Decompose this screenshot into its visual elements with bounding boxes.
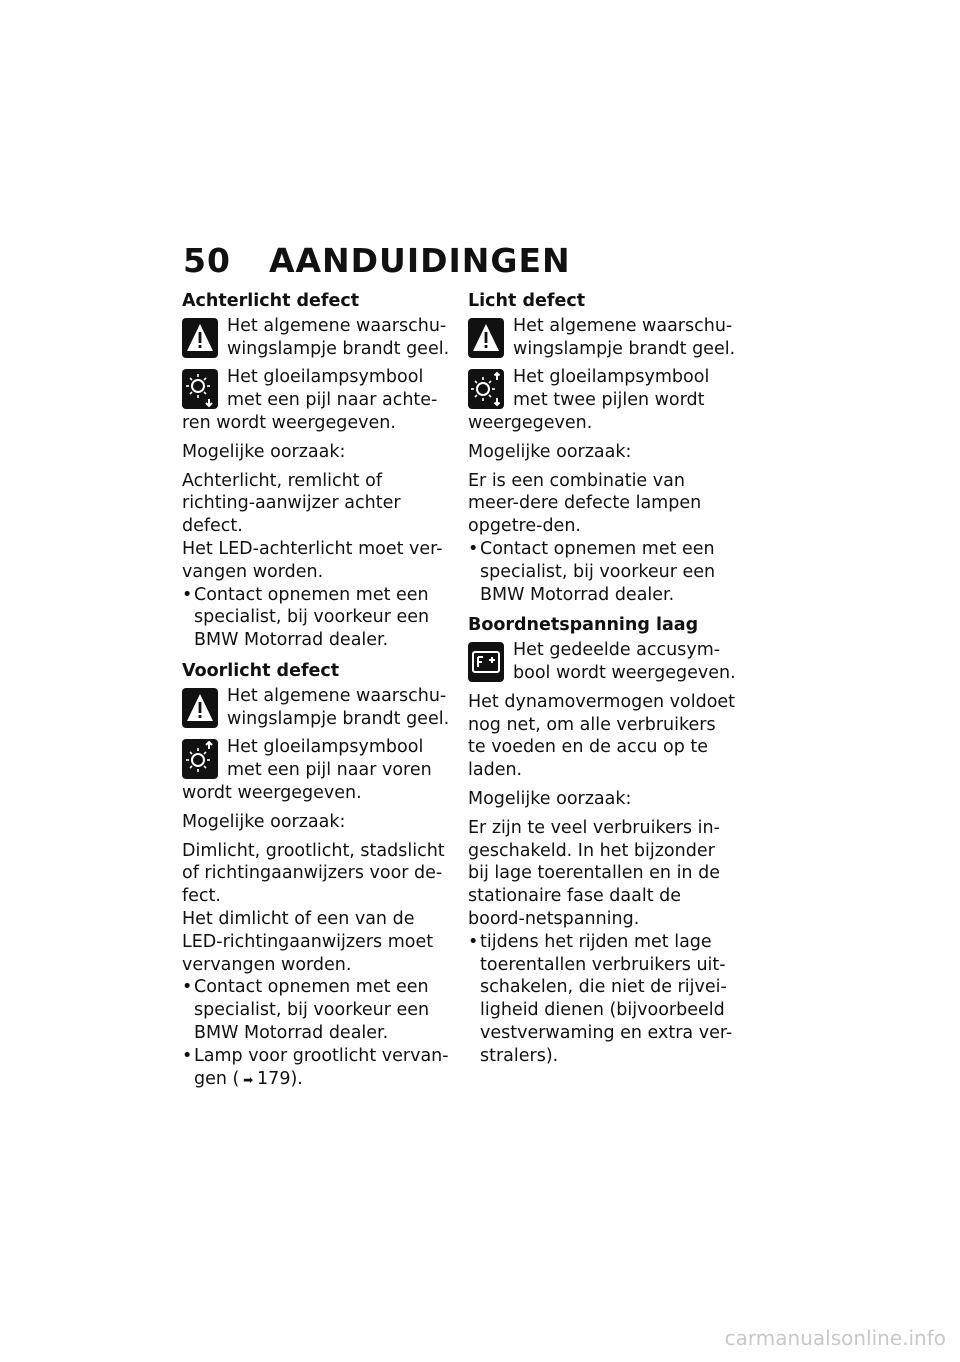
bulb-arrow-rear-icon	[182, 369, 218, 409]
replace-text: Het LED-achterlicht moet ver-vangen worden.	[182, 538, 443, 582]
bullet-list	[468, 538, 736, 606]
left-column	[182, 290, 450, 1099]
battery-icon	[468, 642, 504, 682]
replace-text: Het dimlicht of een van de LED-richtingaanwijzers moet vervangen worden.	[182, 908, 434, 975]
bulb-row	[182, 736, 450, 804]
list-item: • Contact opnemen met een specialist, bij voorkeur een BMW Motorrad dealer.	[182, 976, 450, 1044]
section-achterlicht-defect	[182, 290, 450, 652]
section-voorlicht-defect	[182, 660, 450, 1091]
battery-text: Het gedeelde accusym-bool wordt weergegeven.	[513, 640, 736, 683]
warning-triangle-icon	[182, 688, 218, 728]
cause-label: Mogelijke oorzaak:	[468, 788, 632, 809]
list-item: • tijdens het rijden met lage toerentallen verbruikers uit-schakelen, die niet de rijvei-ligheid dienen (bijvoorbeeld vestverwaming en extra ver-stralers).	[468, 931, 736, 1068]
cause-text: Er zijn te veel verbruikers in-geschakeld. In het bijzonder bij lage toerentallen en in de stationaire fase daalt de boord-netspanning.	[468, 817, 720, 929]
cause-label: Mogelijke oorzaak:	[468, 441, 632, 462]
bulb-row	[182, 366, 450, 434]
bullet-list	[182, 584, 450, 652]
watermark: carmanualsonline.info	[724, 1326, 946, 1350]
list-item-text: Lamp voor grootlicht vervan-gen (	[194, 1045, 449, 1089]
warning-text: Het algemene waarschu-wingslampje brandt geel.	[227, 685, 450, 729]
section-title: Voorlicht defect	[182, 660, 340, 681]
warning-text: Het algemene waarschu-wingslampje brandt geel.	[513, 315, 736, 359]
bulb-row	[468, 366, 736, 434]
page-header	[183, 241, 571, 280]
list-item: • Contact opnemen met een specialist, bij voorkeur een BMW Motorrad dealer.	[468, 538, 736, 606]
warning-row	[182, 315, 450, 361]
section-boordnetspanning-laag	[468, 614, 736, 1067]
section-title: Licht defect	[468, 291, 586, 311]
warning-text: Het algemene waarschu-wingslampje brandt geel.	[227, 315, 450, 359]
warning-triangle-icon	[182, 318, 218, 358]
page-reference-arrow-icon: ➡	[239, 1072, 258, 1087]
warning-triangle-icon	[468, 318, 504, 358]
cause-label: Mogelijke oorzaak:	[182, 811, 346, 832]
bulb-text: Het gloeilampsymbool met een pijl naar voren wordt weergegeven.	[182, 737, 432, 803]
section-title: Achterlicht defect	[182, 291, 360, 311]
warning-row	[468, 315, 736, 361]
list-item-text-end: ).	[290, 1068, 303, 1089]
page-reference[interactable]: 179	[257, 1068, 291, 1089]
battery-row	[468, 639, 736, 685]
bullet-list	[468, 931, 736, 1068]
bulb-two-arrows-icon	[468, 369, 504, 409]
page-number: 50	[183, 241, 231, 280]
bulb-text: Het gloeilampsymbool met een pijl naar achte-ren wordt weergegeven.	[182, 367, 438, 433]
list-item: • Contact opnemen met een specialist, bij voorkeur een BMW Motorrad dealer.	[182, 584, 450, 652]
cause-text: Achterlicht, remlicht of richting-aanwijzer achter defect.	[182, 470, 401, 537]
right-column	[468, 290, 736, 1076]
list-item	[182, 1045, 450, 1092]
bulb-arrow-front-icon	[182, 739, 218, 779]
bulb-text: Het gloeilampsymbool met twee pijlen wordt weergegeven.	[468, 367, 710, 433]
warning-row	[182, 685, 450, 731]
cause-label: Mogelijke oorzaak:	[182, 441, 346, 462]
cause-text: Er is een combinatie van meer-dere defecte lampen opgetre-den.	[468, 470, 702, 537]
chapter-title: AANDUIDINGEN	[268, 241, 571, 280]
section-licht-defect	[468, 290, 736, 606]
section-title: Boordnetspanning laag	[468, 615, 699, 636]
dynamo-text: Het dynamovermogen voldoet nog net, om alle verbruikers te voeden en de accu op te laden.	[468, 691, 736, 781]
bullet-list	[182, 976, 450, 1091]
cause-text: Dimlicht, grootlicht, stadslicht of richtingaanwijzers voor de-fect.	[182, 840, 445, 907]
